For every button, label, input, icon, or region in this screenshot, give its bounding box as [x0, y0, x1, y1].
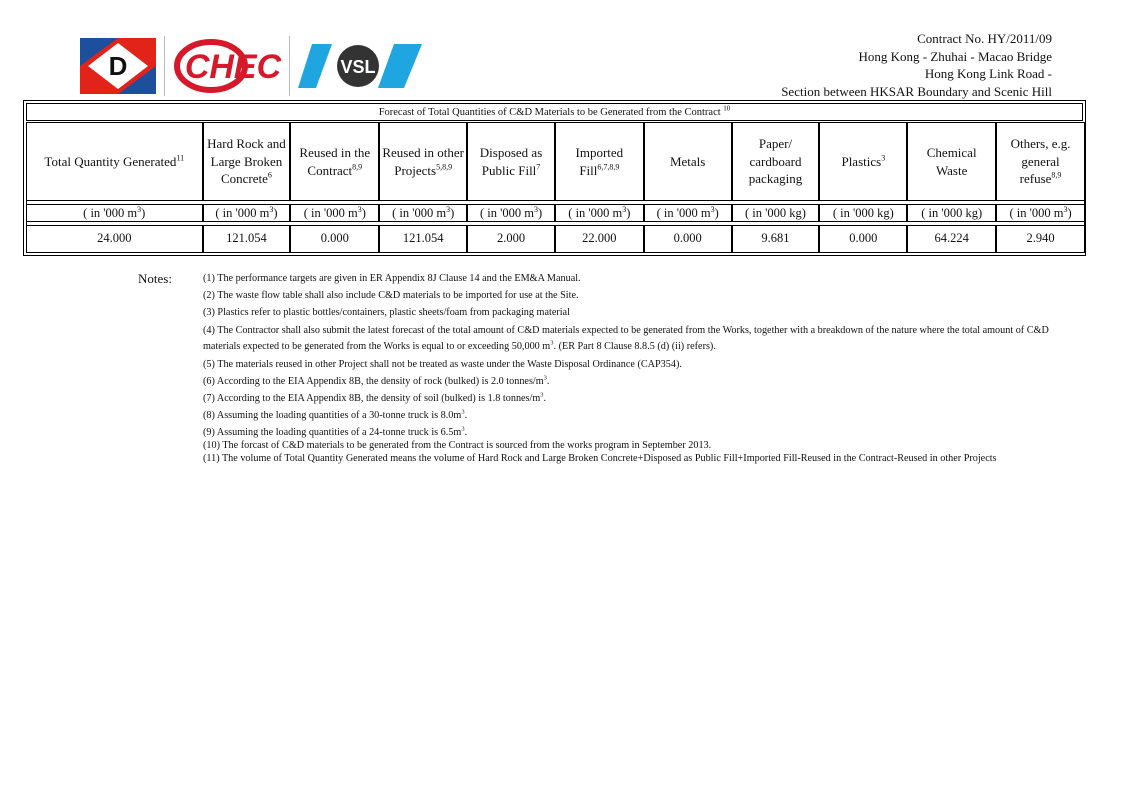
notes-label: Notes:	[138, 271, 172, 286]
column-header: Metals	[644, 122, 732, 201]
value-row	[26, 225, 1085, 253]
value-cell: 0.000	[644, 225, 732, 253]
unit-cell: ( in '000 $m^3$)	[467, 204, 555, 222]
note-8: (8) Assuming the loading quantities of a 30-tonne truck is $8.0m^3$.	[203, 408, 468, 421]
forecast-table	[23, 100, 1086, 256]
unit-cell: ( in '000 $m^3$)	[203, 204, 291, 222]
column-header: Others, e.g. general refuse$^{8,9}$	[996, 122, 1085, 201]
contract-number: Contract No. HY/2011/09	[917, 31, 1052, 46]
unit-cell: ( in '000 kg)	[732, 204, 820, 222]
section-name: Section between HKSAR Boundary and Scenic Hill	[781, 83, 1052, 99]
road-name: Hong Kong Link Road -	[924, 66, 1052, 81]
note-11: (11) The volume of Total Quantity Generated means the volume of Hard Rock and Large Broken Concrete+Disposed as Public Fill+Imported Fill-Reused in the Contract-Reused in other Projects	[203, 453, 997, 464]
vsl-logo-text: VSL	[340, 57, 376, 77]
logo-divider	[289, 36, 290, 96]
unit-cell: ( in '000 $m^3$)	[379, 204, 467, 222]
note-10: (10) The forcast of C&D materials to be generated from the Contract is sourced from the works program in September 2013.	[203, 440, 712, 451]
vsl-logo	[298, 38, 426, 94]
note-4: (4) The Contractor shall also submit the latest forecast of the total amount of C&D materials expected to be generated from the Works, together with a breakdown of the nature where the total amount of C&D materials expected to be generated from the Works is equal to or exceeding 50,000 $m^3$. (ER Part 8 Clause 8.8.5 (d) (ii) refers).	[203, 325, 1049, 352]
value-cell: 24.000	[26, 225, 203, 253]
unit-cell: ( in '000 $m^3$)	[290, 204, 379, 222]
unit-cell: ( in '000 kg)	[819, 204, 907, 222]
table-title: Forecast of Total Quantities of C&D Materials to be Generated from the Contract $^{10}$	[26, 103, 1083, 121]
unit-cell: ( in '000 $m^3$)	[555, 204, 644, 222]
unit-cell: ( in '000 $m^3$)	[644, 204, 732, 222]
company-logos	[80, 36, 426, 96]
unit-row	[26, 204, 1085, 222]
notes-list	[203, 272, 1088, 465]
note-5: (5) The materials reused in other Project shall not be treated as waste under the Waste Disposal Ordinance (CAP354).	[203, 359, 682, 370]
value-cell: 64.224	[907, 225, 996, 253]
column-header: Paper/ cardboard packaging	[732, 122, 820, 201]
chec-logo	[173, 38, 281, 94]
unit-cell: ( in '000 $m^3$)	[996, 204, 1085, 222]
value-cell: 9.681	[732, 225, 820, 253]
column-header: Imported Fill$^{6,7,8,9}$	[555, 122, 644, 201]
value-cell: 121.054	[379, 225, 467, 253]
chec-logo-text: CHEC	[184, 48, 281, 86]
note-9: (9) Assuming the loading quantities of a 24-tonne truck is $6.5m^3$.	[203, 425, 468, 438]
note-3: (3) Plastics refer to plastic bottles/containers, plastic sheets/foam from packaging material	[203, 307, 570, 318]
unit-cell: ( in '000 kg)	[907, 204, 996, 222]
value-cell: 0.000	[290, 225, 379, 253]
note-7: (7) According to the EIA Appendix 8B, the density of soil (bulked) is 1.8 tonnes/$m^3$.	[203, 391, 547, 404]
column-header: Disposed as Public Fill$^7$	[467, 122, 555, 201]
column-header: Reused in other Projects$^{5,8,9}$	[379, 122, 467, 201]
header-row	[26, 122, 1085, 201]
contract-header	[781, 30, 1052, 100]
note-2: (2) The waste flow table shall also include C&D materials to be imported for use at the Site.	[203, 290, 579, 301]
column-header: Chemical Waste	[907, 122, 996, 201]
column-header: Total Quantity Generated$^{11}$	[26, 122, 203, 201]
table-grid	[26, 122, 1085, 253]
logo-divider	[164, 36, 165, 96]
project-name: Hong Kong - Zhuhai - Macao Bridge	[858, 48, 1052, 64]
d-logo-text: D	[108, 51, 128, 81]
column-header: Hard Rock and Large Broken Concrete$^6$	[203, 122, 291, 201]
column-header: Reused in the Contract$^{8,9}$	[290, 122, 379, 201]
value-cell: 22.000	[555, 225, 644, 253]
value-cell: 0.000	[819, 225, 907, 253]
column-header: Plastics$^3$	[819, 122, 907, 201]
value-cell: 2.940	[996, 225, 1085, 253]
note-6: (6) According to the EIA Appendix 8B, the density of rock (bulked) is 2.0 tonnes/$m^3$.	[203, 374, 550, 387]
note-1: (1) The performance targets are given in ER Appendix 8J Clause 14 and the EM&A Manual.	[203, 273, 581, 284]
value-cell: 2.000	[467, 225, 555, 253]
value-cell: 121.054	[203, 225, 291, 253]
unit-cell: ( in '000 $m^3$)	[26, 204, 203, 222]
d-logo	[80, 38, 156, 94]
